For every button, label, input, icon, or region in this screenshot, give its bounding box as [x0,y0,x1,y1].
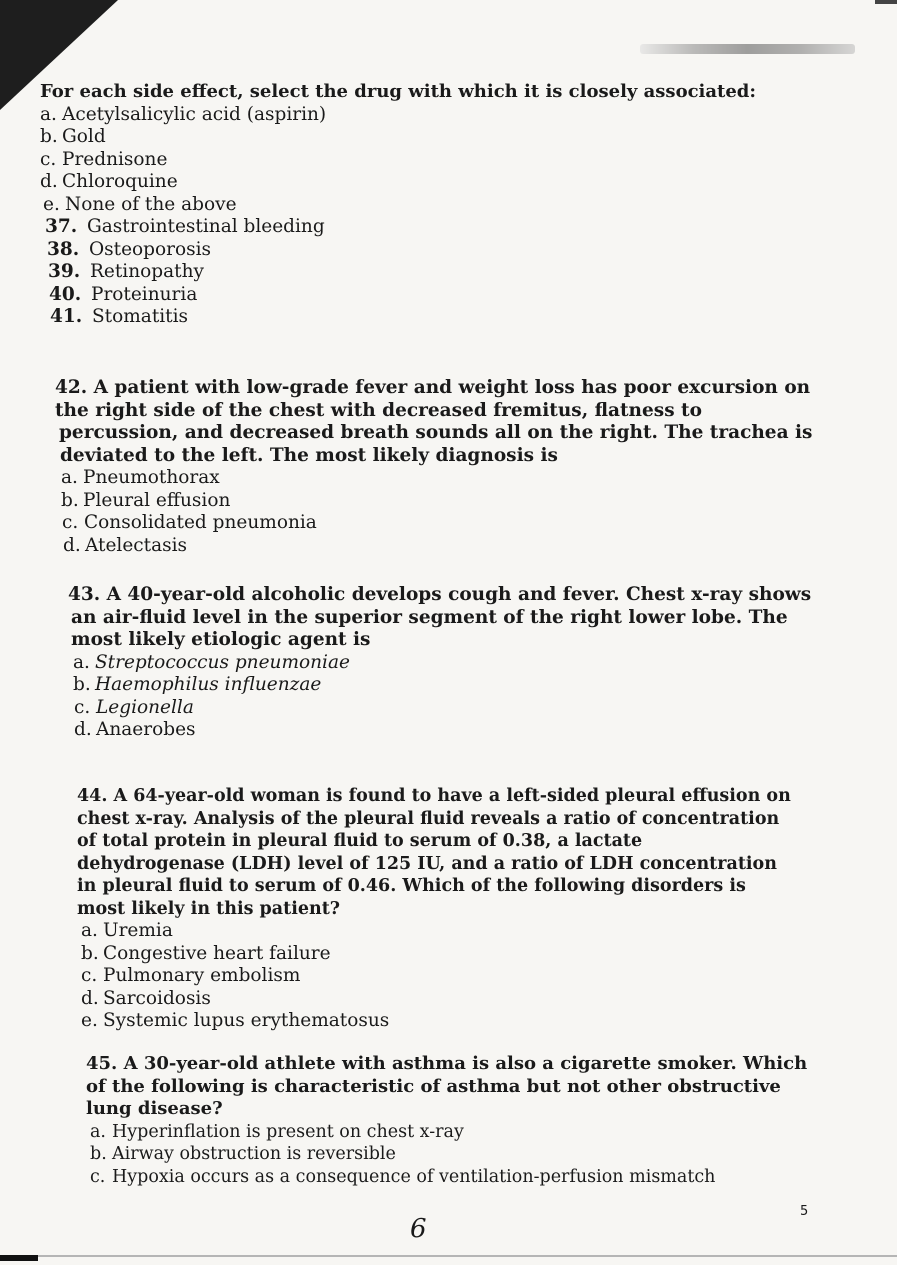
option-b: b. Gold [40,126,106,147]
q45-stem-line-2: of the following is characteristic of asthma but not other obstructive [86,1075,781,1097]
item-37: 37. Gastrointestinal bleeding [45,216,325,237]
q45-option-a: a. Hyperinflation is present on chest x-ray [90,1121,464,1142]
q44-stem-line-5: in pleural fluid to serum of 0.46. Which of the following disorders is [77,876,746,896]
handwritten-page-number: 6 [410,1214,427,1244]
item-41: 41. Stomatitis [50,306,189,327]
question-42 [55,377,812,557]
q42-option-d: d. Atelectasis [63,534,188,556]
q42-stem-line-3: percussion, and decreased breath sounds all on the right. The trachea is [59,422,813,443]
q44-option-b: b. Congestive heart failure [81,942,331,964]
q43-option-a: a. Streptococcus pneumoniae [73,651,350,673]
q45-stem-line-3: lung disease? [86,1098,223,1119]
q42-option-a: a. Pneumothorax [61,467,220,488]
q44-option-a: a. Uremia [81,920,173,941]
q42-option-b: b. Pleural effusion [61,489,231,511]
q45-option-c: c. Hypoxia occurs as a consequence of ventilation-perfusion mismatch [90,1166,716,1187]
scan-smudge [640,44,855,54]
item-39: 39. Retinopathy [48,261,204,282]
q44-option-c: c. Pulmonary embolism [81,965,301,986]
q45-option-b: b. Airway obstruction is reversible [90,1144,396,1164]
q44-option-d: d. Sarcoidosis [81,987,211,1009]
question-44 [77,785,791,1033]
question-45 [86,1053,807,1188]
q44-stem-line-1: 44. A 64-year-old woman is found to have a left-sided pleural effusion on [77,786,791,806]
option-a: a. Acetylsalicylic acid (aspirin) [40,103,327,125]
matching-set-37-41 [40,81,756,329]
bottom-edge-mark [0,1255,38,1261]
q42-stem-line-2: the right side of the chest with decreased fremitus, flatness to [55,399,702,421]
q44-stem-line-6: most likely in this patient? [77,898,341,919]
top-edge-mark [875,0,897,4]
matching-instruction: For each side effect, select the drug with which it is closely associated: [40,81,757,102]
option-d: d. Chloroquine [40,171,178,192]
q44-stem-line-4: dehydrogenase (LDH) level of 125 IU, and a ratio of LDH concentration [77,853,777,874]
option-e: e. None of the above [43,193,237,215]
page-number: 5 [800,1204,809,1219]
q42-stem-line-4: deviated to the left. The most likely diagnosis is [60,444,558,466]
q43-stem-line-1: 43. A 40-year-old alcoholic develops cough and fever. Chest x-ray shows [68,584,812,605]
q44-option-e: e. Systemic lupus erythematosus [81,1010,390,1031]
q43-option-b: b. Haemophilus influenzae [73,674,322,695]
q44-stem-line-3: of total protein in pleural fluid to serum of 0.38, a lactate [77,831,643,851]
q45-stem-line-1: 45. A 30-year-old athlete with asthma is also a cigarette smoker. Which [86,1053,808,1074]
q43-stem-line-2: an air-fluid level in the superior segment of the right lower lobe. The [71,606,788,628]
option-c: c. Prednisone [40,148,168,170]
q44-stem-line-2: chest x-ray. Analysis of the pleural fluid reveals a ratio of concentration [77,808,780,829]
bottom-edge-line [38,1255,897,1257]
item-40: 40. Proteinuria [49,283,198,305]
q43-option-c: c. Legionella [74,696,194,718]
item-38: 38. Osteoporosis [47,238,212,260]
q42-option-c: c. Consolidated pneumonia [62,512,317,533]
q43-option-d: d. Anaerobes [74,719,196,740]
question-43 [68,584,811,742]
q42-stem-line-1: 42. A patient with low-grade fever and weight loss has poor excursion on [55,377,811,398]
q43-stem-line-3: most likely etiologic agent is [71,629,371,650]
